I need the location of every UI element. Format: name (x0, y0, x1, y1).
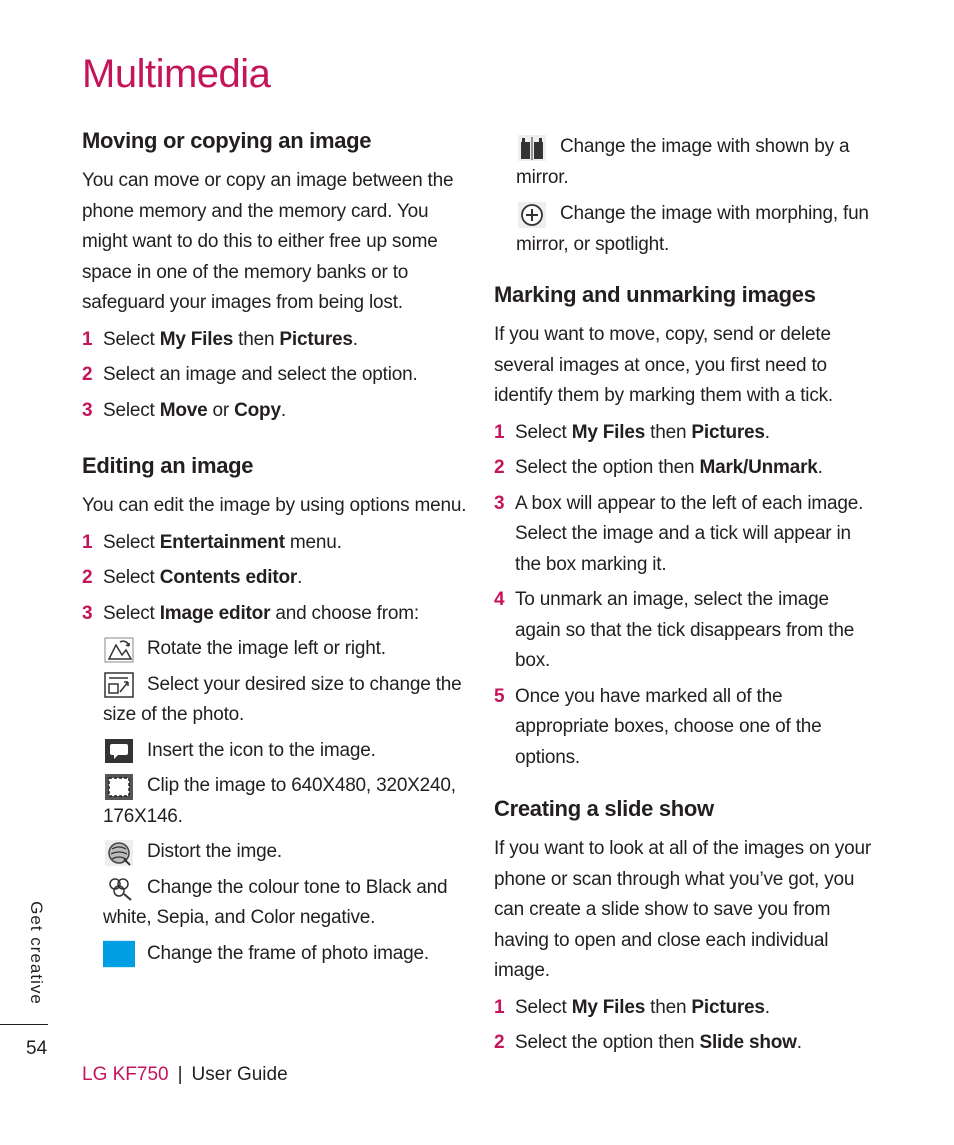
editing-heading: Editing an image (82, 453, 254, 478)
list-item: 2 Select the option then Slide show. (494, 1032, 802, 1053)
insert-icon (103, 738, 135, 765)
section-side-label: Get creative (27, 901, 46, 1005)
marking-steps (494, 418, 874, 774)
morphing-icon (516, 201, 548, 228)
list-item: 2 Select an image and select the option. (82, 364, 418, 385)
moving-body: You can move or copy an image between the phone memory and the memory card. You might want to do this to either free up some space in one of the memory banks or to safeguard your images from being lost. (82, 170, 454, 313)
list-item: 1 Select Entertainment menu. (82, 531, 342, 553)
effect-option: Change the image with shown by a mirror. (516, 136, 850, 188)
effect-option: Change the image with morphing, fun mirror, or spotlight. (516, 203, 869, 255)
moving-heading: Moving or copying an image (82, 128, 372, 153)
list-item: 5 Once you have marked all of the appropriate boxes, choose one of the options. (494, 685, 822, 768)
left-column (82, 128, 472, 974)
editor-option: Distort the imge. (103, 837, 472, 868)
list-item: 1 Select My Files then Pictures. (494, 421, 770, 443)
editor-option: Clip the image to 640X480, 320X240, 176X146. (103, 775, 456, 827)
right-column (494, 132, 874, 1064)
moving-steps (82, 325, 472, 427)
editor-option: Change the frame of photo image. (103, 939, 472, 970)
distort-icon (103, 839, 135, 866)
editor-option: Change the colour tone to Black and white, Sepia, and Color negative. (103, 876, 448, 928)
footer-separator: | (177, 1064, 183, 1085)
list-item: 3 Select Image editor and choose from: (82, 602, 419, 624)
list-item: 4 To unmark an image, select the image again so that the tick disappears from the box. (494, 589, 855, 671)
page-title: Multimedia (82, 52, 271, 96)
list-item: 1 Select My Files then Pictures. (494, 996, 770, 1018)
marking-heading: Marking and unmarking images (494, 282, 816, 307)
rotate-icon (103, 636, 135, 663)
page-number: 54 (26, 1038, 48, 1059)
editing-steps (82, 528, 472, 630)
resize-icon (103, 672, 135, 699)
mirror-icon (516, 134, 548, 161)
divider (0, 1024, 48, 1025)
footer-guide: User Guide (191, 1064, 288, 1085)
marking-body: If you want to move, copy, send or delete several images at once, you first need to identify them by marking them with a tick. (494, 324, 834, 406)
list-item: 3 A box will appear to the left of each image. Select the image and a tick will appear in the box marking it. (494, 492, 864, 575)
frame-icon (103, 941, 135, 968)
editor-options (82, 634, 472, 969)
editor-option: Insert the icon to the image. (103, 736, 472, 767)
editor-option: Select your desired size to change the size of the photo. (103, 673, 462, 725)
footer-brand: LG KF750 (82, 1064, 169, 1085)
editing-body: You can edit the image by using options menu. (82, 495, 467, 516)
slideshow-heading: Creating a slide show (494, 796, 714, 821)
list-item: 2 Select Contents editor. (82, 567, 303, 588)
slideshow-body: If you want to look at all of the images on your phone or scan through what you’ve got, you can create a slide show to save you from having to open and close each individual image. (494, 838, 871, 981)
list-item: 1 Select My Files then Pictures. (82, 328, 358, 350)
footer (82, 1064, 288, 1086)
slideshow-steps (494, 993, 874, 1059)
colour-tone-icon (103, 875, 135, 902)
clip-icon (103, 773, 135, 800)
list-item: 2 Select the option then Mark/Unmark. (494, 457, 823, 478)
editor-option: Rotate the image left or right. (103, 634, 472, 665)
list-item: 3 Select Move or Copy. (82, 399, 286, 421)
